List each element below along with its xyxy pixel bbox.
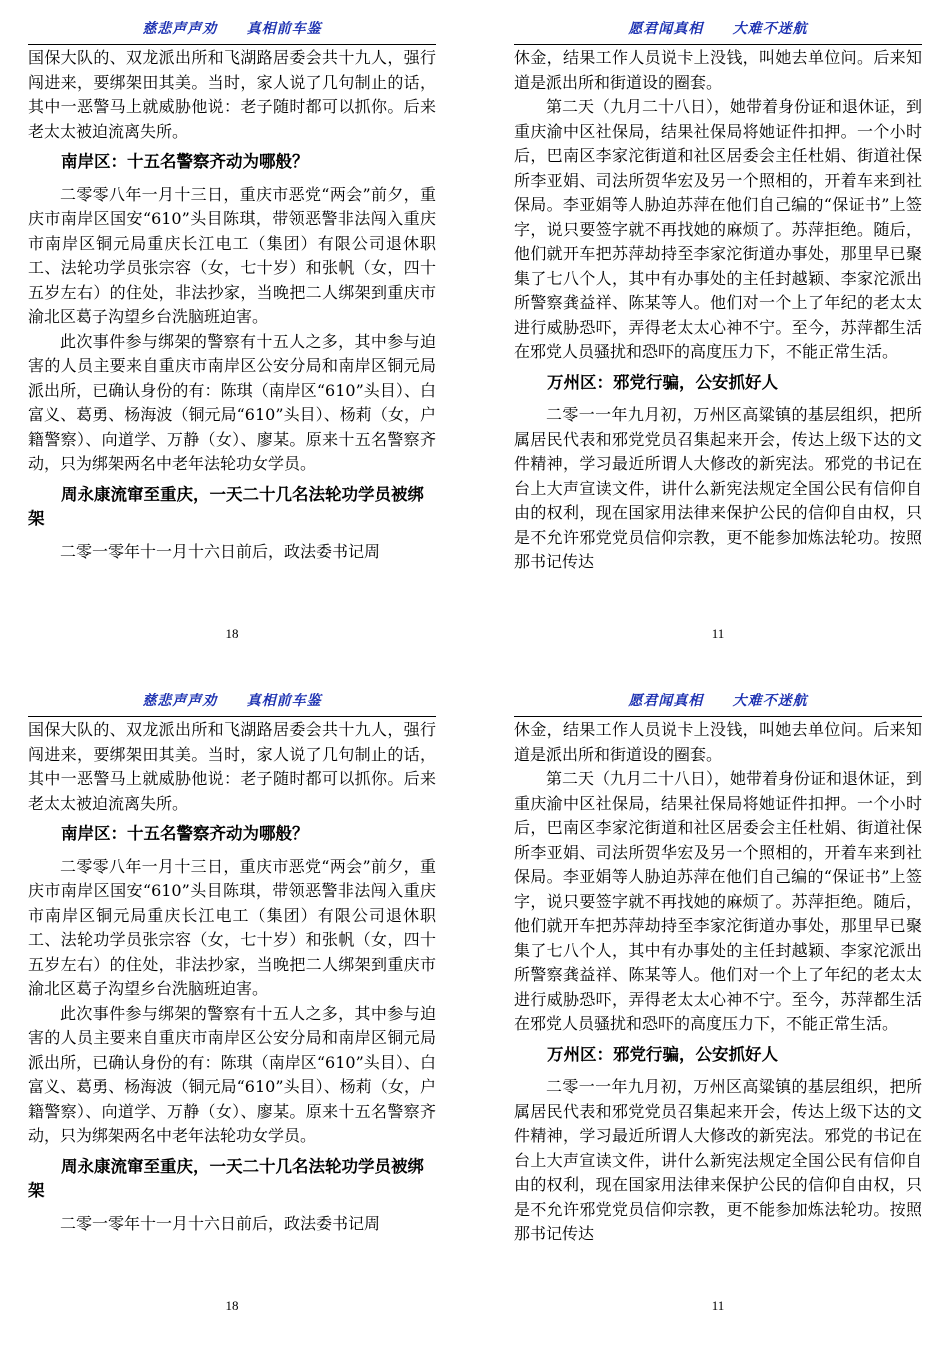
paragraph: 第二天（九月二十八日），她带着身份证和退休证，到重庆渝中区社保局，结果社保局将她证件扣押。一个小时后，巴南区李家沱街道和社区居委会主任杜娟、街道社保所李亚娟、司法所贺华宏及另一个照相的，开着车来到社保局。李亚娟等人胁迫苏萍在他们自己编的“保证书”上签字，说只要签字就不再找她的麻烦了。苏萍拒绝。随后，他们就开车把苏萍劫持至李家沱街道办事处，那里早已聚集了七八个人，其中有办事处的主任封越颖、李家沱派出所警察龚益祥、陈某等人。他们对一个上了年纪的老太太进行威胁恐吓，弄得老太太心神不宁。至今，苏萍都生活在邪党人员骚扰和恐吓的高度压力下，不能正常生活。 xyxy=(514,97,923,361)
sheet-bottom xyxy=(0,672,950,1344)
paragraph: 此次事件参与绑架的警察有十五人之多，其中参与迫害的人员主要来自重庆市南岸区公安分局和南岸区铜元局派出所，已确认身份的有：陈琪（南岸区“610”头目）、白富义、葛勇、杨海波（铜元局“610”头目）、杨莉（女，户籍警察）、向道学、万静（女）、廖某。原来十五名警察齐动，只为绑架两名中老年法轮功女学员。 xyxy=(28,1003,436,1145)
section-heading: 万州区：邪党行骗，公安抓好人 xyxy=(547,372,778,392)
page-header: 慈悲声声劝 真相前车鉴 xyxy=(28,688,436,717)
paragraph: 第二天（九月二十八日），她带着身份证和退休证，到重庆渝中区社保局，结果社保局将她证件扣押。一个小时后，巴南区李家沱街道和社区居委会主任杜娟、街道社保所李亚娟、司法所贺华宏及另一个照相的，开着车来到社保局。李亚娟等人胁迫苏萍在他们自己编的“保证书”上签字，说只要签字就不再找她的麻烦了。苏萍拒绝。随后，他们就开车把苏萍劫持至李家沱街道办事处，那里早已聚集了七八个人，其中有办事处的主任封越颖、李家沱派出所警察龚益祥、陈某等人。他们对一个上了年纪的老太太进行威胁恐吓，弄得老太太心神不宁。至今，苏萍都生活在邪党人员骚扰和恐吓的高度压力下，不能正常生活。 xyxy=(514,769,923,1033)
page-left xyxy=(28,0,436,672)
page-body xyxy=(28,718,436,1236)
paragraph: 休金，结果工作人员说卡上没钱，叫她去单位问。后来知道是派出所和街道设的圈套。 xyxy=(514,720,922,764)
page-number: 11 xyxy=(711,1298,725,1313)
paragraph: 国保大队的、双龙派出所和飞湖路居委会共十九人，强行闯进来，要绑架田其美。当时，家人说了几句制止的话，其中一恶警马上就威胁他说：老子随时都可以抓你。后来老太太被迫流离失所。 xyxy=(28,48,436,141)
paragraph: 二零一一年九月初，万州区高粱镇的基层组织，把所属居民代表和邪党党员召集起来开会，传达上级下达的文件精神，学习最近所谓人大修改的新宪法。邪党的书记在台上大声宣读文件，讲什么新宪法规定全国公民有信仰自由的权利，现在国家用法律来保护公民的信仰自由权，只是不允许邪党党员信仰宗教，更不能参加炼法轮功。按照那书记传达 xyxy=(514,405,922,571)
page-body xyxy=(514,46,922,575)
page-number: 18 xyxy=(225,626,239,641)
paragraph: 二零一零年十一月十六日前后，政法委书记周 xyxy=(60,541,381,561)
section-heading: 万州区：邪党行骗，公安抓好人 xyxy=(547,1044,778,1064)
paragraph: 国保大队的、双龙派出所和飞湖路居委会共十九人，强行闯进来，要绑架田其美。当时，家人说了几句制止的话，其中一恶警马上就威胁他说：老子随时都可以抓你。后来老太太被迫流离失所。 xyxy=(28,720,436,813)
paragraph: 二零一一年九月初，万州区高粱镇的基层组织，把所属居民代表和邪党党员召集起来开会，传达上级下达的文件精神，学习最近所谓人大修改的新宪法。邪党的书记在台上大声宣读文件，讲什么新宪法规定全国公民有信仰自由的权利，现在国家用法律来保护公民的信仰自由权，只是不允许邪党党员信仰宗教，更不能参加炼法轮功。按照那书记传达 xyxy=(514,1077,922,1243)
page-left xyxy=(28,672,436,1344)
page-header: 愿君闻真相 大难不迷航 xyxy=(514,688,922,717)
paragraph: 休金，结果工作人员说卡上没钱，叫她去单位问。后来知道是派出所和街道设的圈套。 xyxy=(514,48,922,92)
section-heading: 周永康流窜至重庆，一天二十几名法轮功学员被绑架 xyxy=(28,1156,424,1200)
page-header: 愿君闻真相 大难不迷航 xyxy=(514,16,922,45)
section-heading: 南岸区：十五名警察齐动为哪般？ xyxy=(61,152,309,171)
page-body xyxy=(28,46,436,564)
paragraph: 二零一零年十一月十六日前后，政法委书记周 xyxy=(60,1213,381,1233)
section-heading: 周永康流窜至重庆，一天二十几名法轮功学员被绑架 xyxy=(28,484,424,528)
paragraph: 二零零八年一月十三日，重庆市恶党“两会”前夕，重庆市南岸区国安“610”头目陈琪，带领恶警非法闯入重庆市南岸区铜元局重庆长江电工（集团）有限公司退休职工、法轮功学员张宗容（女，七十岁）和张帆（女，四十五岁左右）的住处，非法抄家，当晚把二人绑架到重庆市渝北区葛子沟望乡台洗脑班迫害。 xyxy=(28,856,436,998)
paragraph: 二零零八年一月十三日，重庆市恶党“两会”前夕，重庆市南岸区国安“610”头目陈琪，带领恶警非法闯入重庆市南岸区铜元局重庆长江电工（集团）有限公司退休职工、法轮功学员张宗容（女，七十岁）和张帆（女，四十五岁左右）的住处，非法抄家，当晚把二人绑架到重庆市渝北区葛子沟望乡台洗脑班迫害。 xyxy=(28,184,436,326)
page-number: 11 xyxy=(711,626,725,641)
page-body xyxy=(514,718,922,1247)
sheet-top xyxy=(0,0,950,672)
page-number: 18 xyxy=(225,1298,239,1313)
section-heading: 南岸区：十五名警察齐动为哪般？ xyxy=(61,824,309,843)
page-header: 慈悲声声劝 真相前车鉴 xyxy=(28,16,436,45)
paragraph: 此次事件参与绑架的警察有十五人之多，其中参与迫害的人员主要来自重庆市南岸区公安分局和南岸区铜元局派出所，已确认身份的有：陈琪（南岸区“610”头目）、白富义、葛勇、杨海波（铜元局“610”头目）、杨莉（女，户籍警察）、向道学、万静（女）、廖某。原来十五名警察齐动，只为绑架两名中老年法轮功女学员。 xyxy=(28,331,436,473)
page-right xyxy=(514,672,922,1344)
page-right xyxy=(514,0,922,672)
